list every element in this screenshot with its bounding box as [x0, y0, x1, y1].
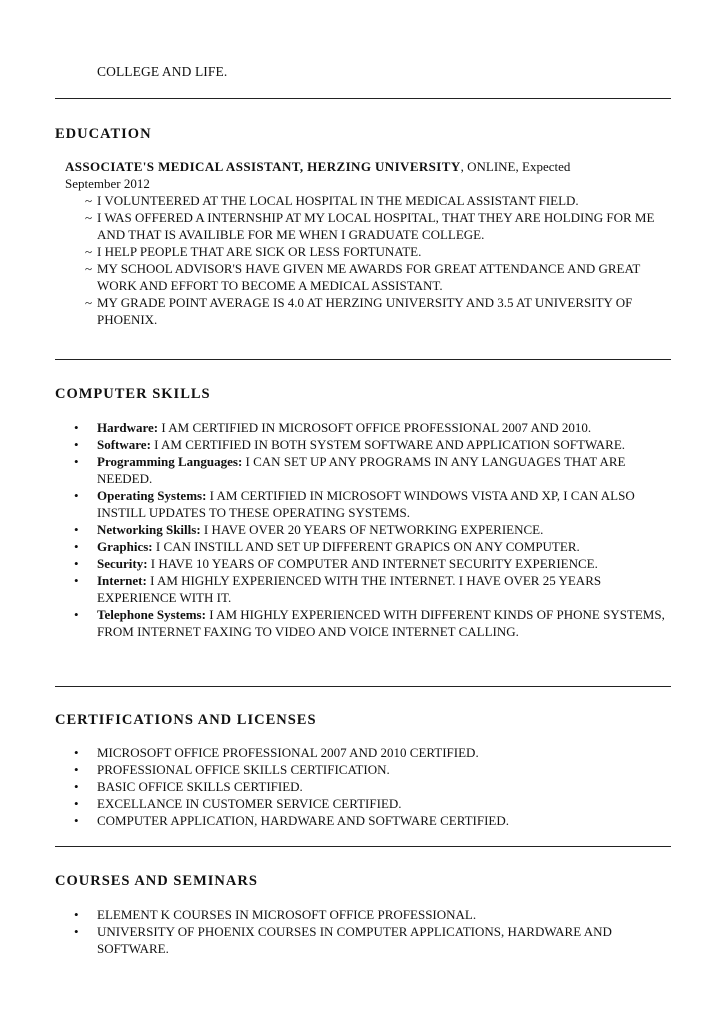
section-divider — [55, 686, 671, 687]
list-item: • Hardware: I AM CERTIFIED IN MICROSOFT OFFICE PROFESSIONAL 2007 AND 2010. — [74, 420, 592, 435]
degree-line — [65, 158, 671, 175]
list-item: • UNIVERSITY OF PHOENIX COURSES IN COMPUTER APPLICATIONS, HARDWARE AND SOFTWARE. — [74, 924, 612, 956]
computer-skills-heading: COMPUTER SKILLS — [55, 386, 211, 402]
section-divider — [55, 359, 671, 360]
bullet-icon: • — [74, 454, 79, 469]
certifications-heading: CERTIFICATIONS AND LICENSES — [55, 712, 317, 728]
skills-list — [56, 419, 672, 640]
courses-list — [56, 906, 672, 957]
list-item: • EXCELLANCE IN CUSTOMER SERVICE CERTIFIED. — [74, 796, 402, 811]
intro-line: COLLEGE AND LIFE. — [97, 64, 228, 79]
bullet-icon: • — [74, 522, 79, 537]
list-item: ~ I VOLUNTEERED AT THE LOCAL HOSPITAL IN THE MEDICAL ASSISTANT FIELD. — [85, 193, 579, 208]
bullet-icon: • — [74, 762, 79, 777]
list-item: ~ I WAS OFFERED A INTERNSHIP AT MY LOCAL HOSPITAL, THAT THEY ARE HOLDING FOR ME AND THAT IS AVAILIBLE FOR ME WHEN I GRADUATE COLLEGE. — [85, 210, 655, 242]
tilde-icon: ~ — [85, 261, 93, 276]
list-item: • COMPUTER APPLICATION, HARDWARE AND SOFTWARE CERTIFIED. — [74, 813, 509, 828]
education-entry — [65, 158, 671, 328]
degree-location: , ONLINE, Expected — [460, 159, 571, 174]
list-item: • Telephone Systems: I AM HIGHLY EXPERIENCED WITH DIFFERENT KINDS OF PHONE SYSTEMS, FROM INTERNET FAXING TO VIDEO AND VOICE INTERNET CALLING. — [74, 607, 665, 639]
education-heading: EDUCATION — [55, 126, 152, 142]
list-item: • Operating Systems: I AM CERTIFIED IN MICROSOFT WINDOWS VISTA AND XP, I CAN ALSO INSTILL UPDATES TO THESE OPERATING SYSTEMS. — [74, 488, 635, 520]
list-item: • ELEMENT K COURSES IN MICROSOFT OFFICE PROFESSIONAL. — [74, 907, 477, 922]
bullet-icon: • — [74, 796, 79, 811]
list-item: • Software: I AM CERTIFIED IN BOTH SYSTEM SOFTWARE AND APPLICATION SOFTWARE. — [74, 437, 626, 452]
section-divider — [55, 846, 671, 847]
bullet-icon: • — [74, 437, 79, 452]
bullet-icon: • — [74, 779, 79, 794]
list-item: ~ I HELP PEOPLE THAT ARE SICK OR LESS FORTUNATE. — [85, 244, 422, 259]
tilde-icon: ~ — [85, 210, 93, 225]
bullet-icon: • — [74, 924, 79, 939]
bullet-icon: • — [74, 607, 79, 622]
list-item: • Internet: I AM HIGHLY EXPERIENCED WITH THE INTERNET. I HAVE OVER 25 YEARS EXPERIENCE WITH IT. — [74, 573, 602, 605]
bullet-icon: • — [74, 745, 79, 760]
bullet-icon: • — [74, 420, 79, 435]
list-item: ~ MY SCHOOL ADVISOR'S HAVE GIVEN ME AWARDS FOR GREAT ATTENDANCE AND GREAT WORK AND EFFORT TO BECOME A MEDICAL ASSISTANT. — [85, 261, 641, 293]
bullet-icon: • — [74, 813, 79, 828]
computer-skills-section — [56, 419, 672, 640]
bullet-icon: • — [74, 539, 79, 554]
list-item: • Graphics: I CAN INSTILL AND SET UP DIFFERENT GRAPICS ON ANY COMPUTER. — [74, 539, 580, 554]
list-item: • Networking Skills: I HAVE OVER 20 YEARS OF NETWORKING EXPERIENCE. — [74, 522, 544, 537]
list-item: ~ MY GRADE POINT AVERAGE IS 4.0 AT HERZING UNIVERSITY AND 3.5 AT UNIVERSITY OF PHOENIX. — [85, 295, 633, 327]
degree-title: ASSOCIATE'S MEDICAL ASSISTANT, HERZING UNIVERSITY — [65, 159, 461, 174]
tilde-icon: ~ — [85, 193, 93, 208]
degree-date: September 2012 — [65, 176, 150, 191]
education-list — [65, 192, 671, 328]
list-item: • PROFESSIONAL OFFICE SKILLS CERTIFICATION. — [74, 762, 390, 777]
list-item: • MICROSOFT OFFICE PROFESSIONAL 2007 AND 2010 CERTIFIED. — [74, 745, 479, 760]
list-item: • Security: I HAVE 10 YEARS OF COMPUTER AND INTERNET SECURITY EXPERIENCE. — [74, 556, 598, 571]
bullet-icon: • — [74, 907, 79, 922]
list-item: • BASIC OFFICE SKILLS CERTIFIED. — [74, 779, 303, 794]
bullet-icon: • — [74, 488, 79, 503]
section-divider — [55, 98, 671, 99]
tilde-icon: ~ — [85, 295, 93, 310]
bullet-icon: • — [74, 556, 79, 571]
courses-heading: COURSES AND SEMINARS — [55, 873, 258, 889]
courses-section — [56, 906, 672, 957]
tilde-icon: ~ — [85, 244, 93, 259]
certifications-section — [56, 744, 672, 829]
list-item: • Programming Languages: I CAN SET UP ANY PROGRAMS IN ANY LANGUAGES THAT ARE NEEDED. — [74, 454, 626, 486]
certifications-list — [56, 744, 672, 829]
bullet-icon: • — [74, 573, 79, 588]
